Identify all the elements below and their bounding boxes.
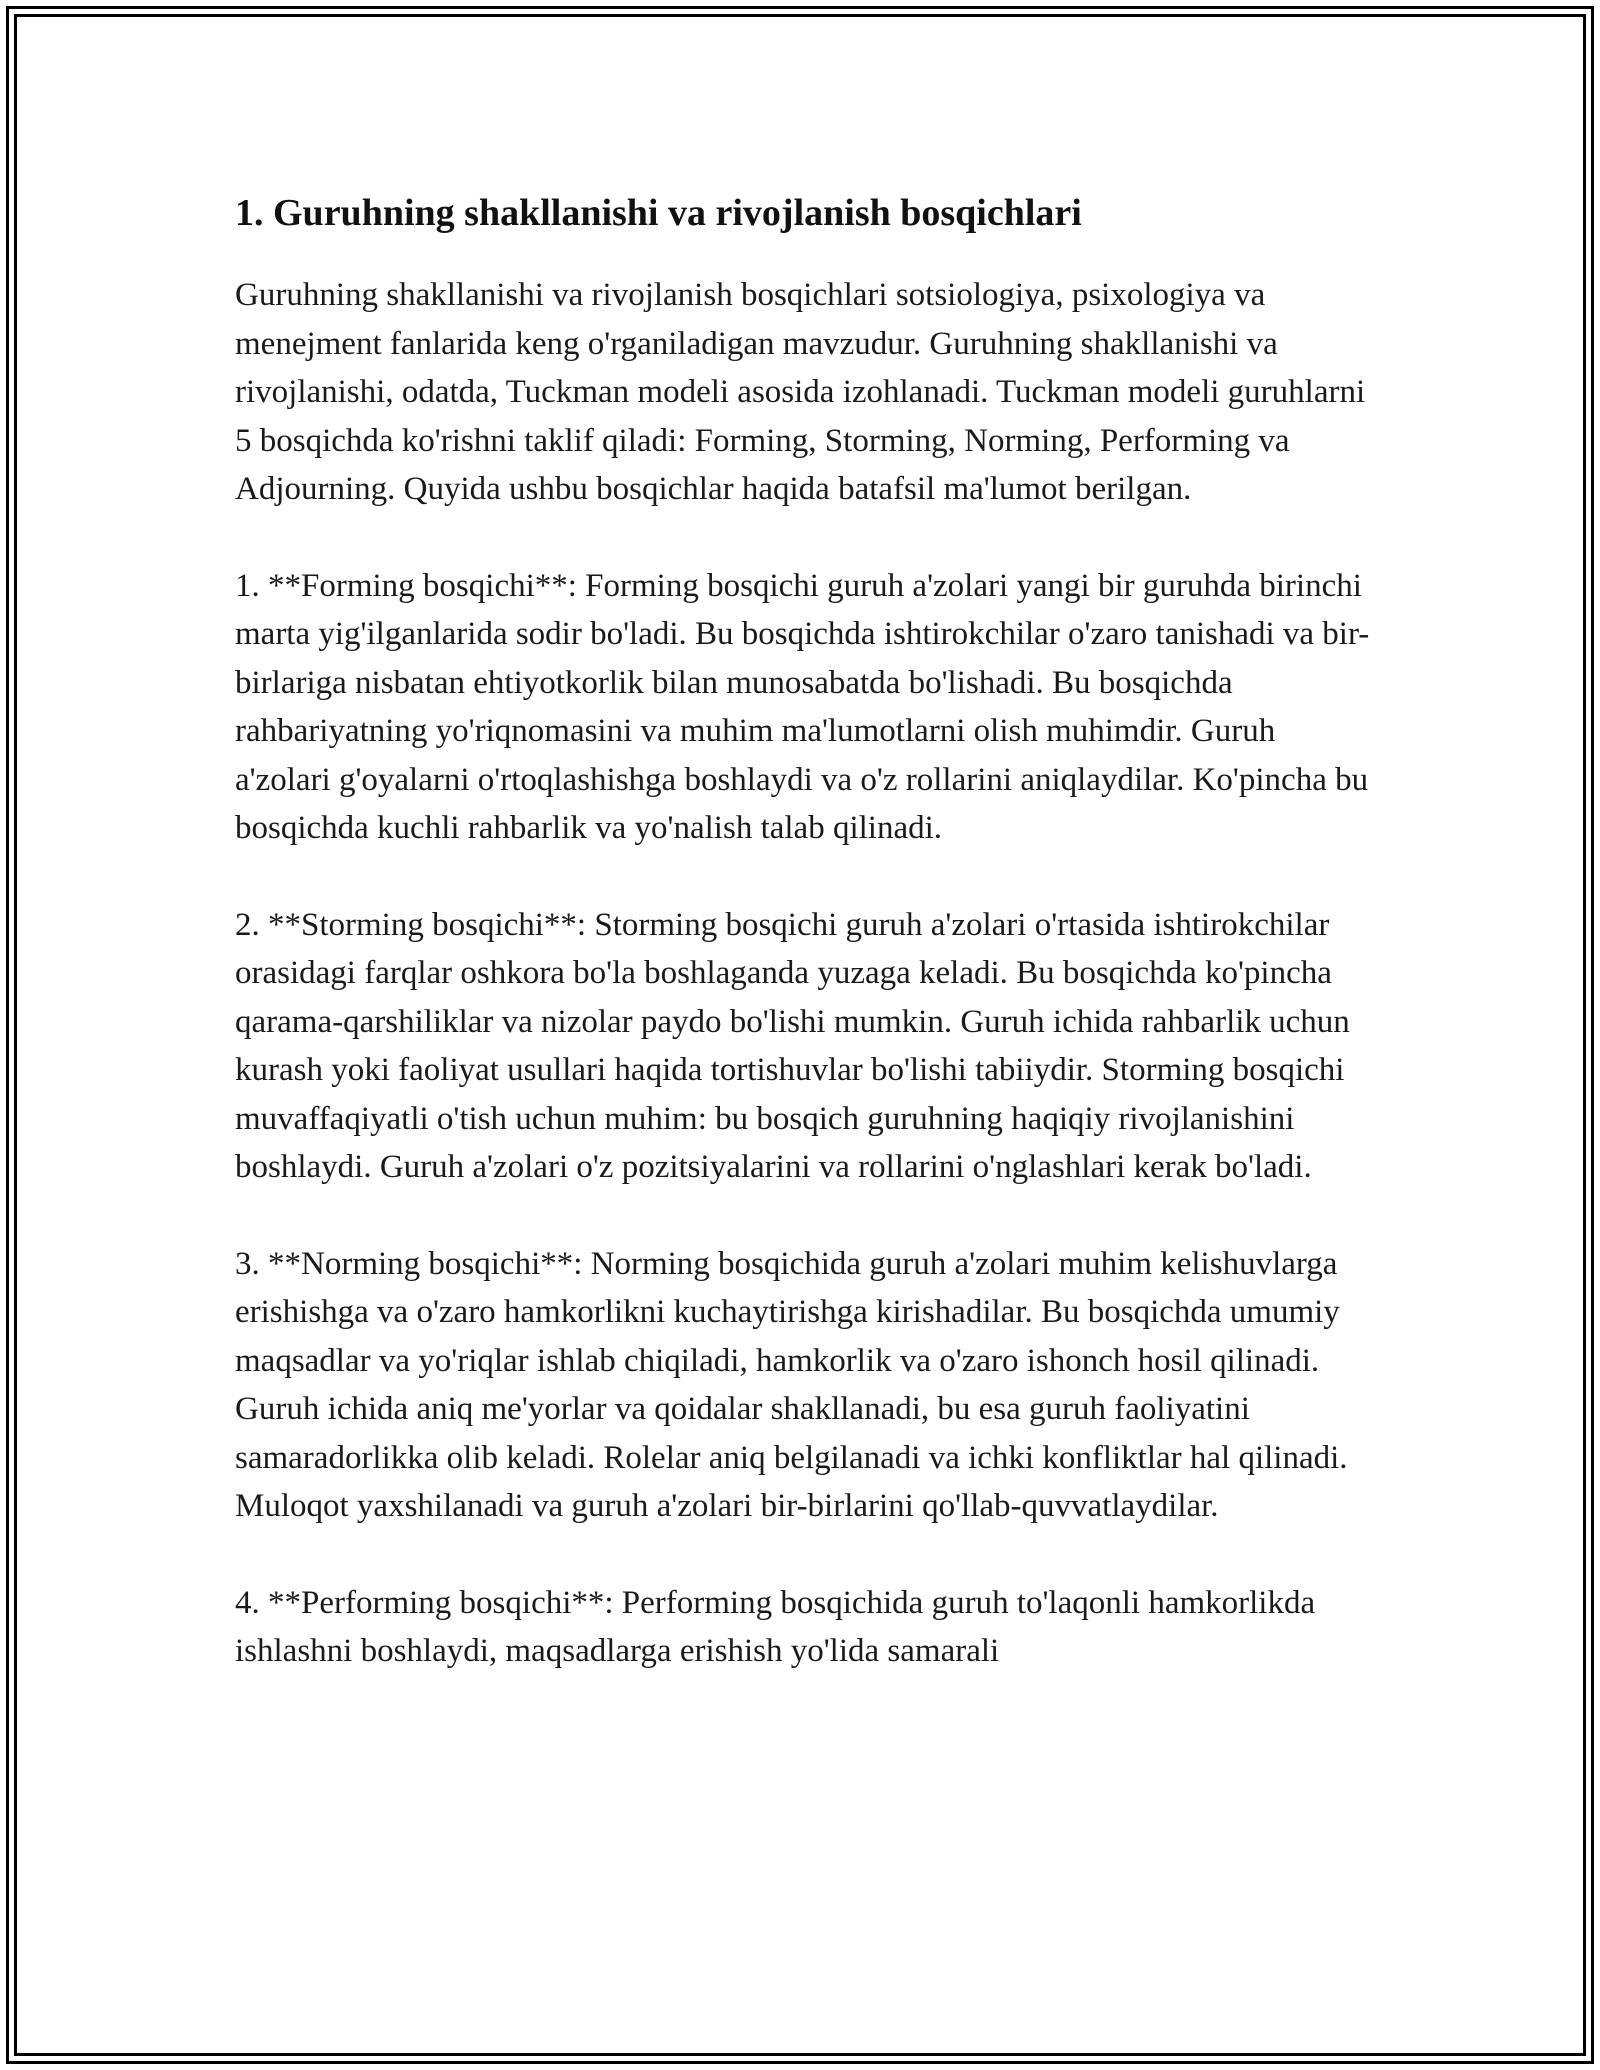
forming-paragraph: 1. **Forming bosqichi**: Forming bosqichi guruh a'zolari yangi bir guruhda birinchi marta yig'ilganlarida sodir bo'ladi. Bu bosqichda ishtirokchilar o'zaro tanishadi va bir-birlariga nisbatan ehtiyotkorlik bilan munosabatda bo'lishadi. Bu bosqichda rahbariyatning yo'riqnomasini va muhim ma'lumotlarni olish muhimdir. Guruh a'zolari g'oyalarni o'rtoqlashishga boshlaydi va o'z rollarini aniqlaydilar. Ko'pincha bu bosqichda kuchli rahbarlik va yo'nalish talab qilinadi. [235,567,1370,846]
storming-paragraph: 2. **Storming bosqichi**: Storming bosqichi guruh a'zolari o'rtasida ishtirokchilar orasidagi farqlar oshkora bo'la boshlaganda yuzaga keladi. Bu bosqichda ko'pincha qarama-qarshiliklar va nizolar paydo bo'lishi mumkin. Guruh ichida rahbarlik uchun kurash yoki faoliyat usullari haqida tortishuvlar bo'lishi tabiiydir. Storming bosqichi muvaffaqiyatli o'tish uchun muhim: bu bosqich guruhning haqiqiy rivojlanishini boshlaydi. Guruh a'zolari o'z pozitsiyalarini va rollarini o'nglashlari kerak bo'ladi. [235,906,1350,1185]
performing-paragraph: 4. **Performing bosqichi**: Performing bosqichida guruh to'laqonli hamkorlikda ishlashni boshlaydi, maqsadlarga erishish yo'lida samarali [235,1584,1316,1669]
section-heading: 1. Guruhning shakllanishi va rivojlanish bosqichlari [235,192,1082,234]
document-body [235,185,1375,1724]
intro-paragraph: Guruhning shakllanishi va rivojlanish bosqichlari sotsiologiya, psixologiya va menejment fanlarida keng o'rganiladigan mavzudur. Guruhning shakllanishi va rivojlanishi, odatda, Tuckman modeli asosida izohlanadi. Tuckman modeli guruhlarni 5 bosqichda ko'rishni taklif qiladi: Forming, Storming, Norming, Performing va Adjourning. Quyida ushbu bosqichlar haqida batafsil ma'lumot berilgan. [235,277,1366,507]
norming-paragraph: 3. **Norming bosqichi**: Norming bosqichida guruh a'zolari muhim kelishuvlarga erishishga va o'zaro hamkorlikni kuchaytirishga kirishadilar. Bu bosqichda umumiy maqsadlar va yo'riqlar ishlab chiqiladi, hamkorlik va o'zaro ishonch hosil qilinadi. Guruh ichida aniq me'yorlar va qoidalar shakllanadi, bu esa guruh faoliyatini samaradorlikka olib keladi. Rolelar aniq belgilanadi va ichki konfliktlar hal qilinadi. Muloqot yaxshilanadi va guruh a'zolari bir-birlarini qo'llab-quvvatlaydilar. [235,1245,1348,1524]
